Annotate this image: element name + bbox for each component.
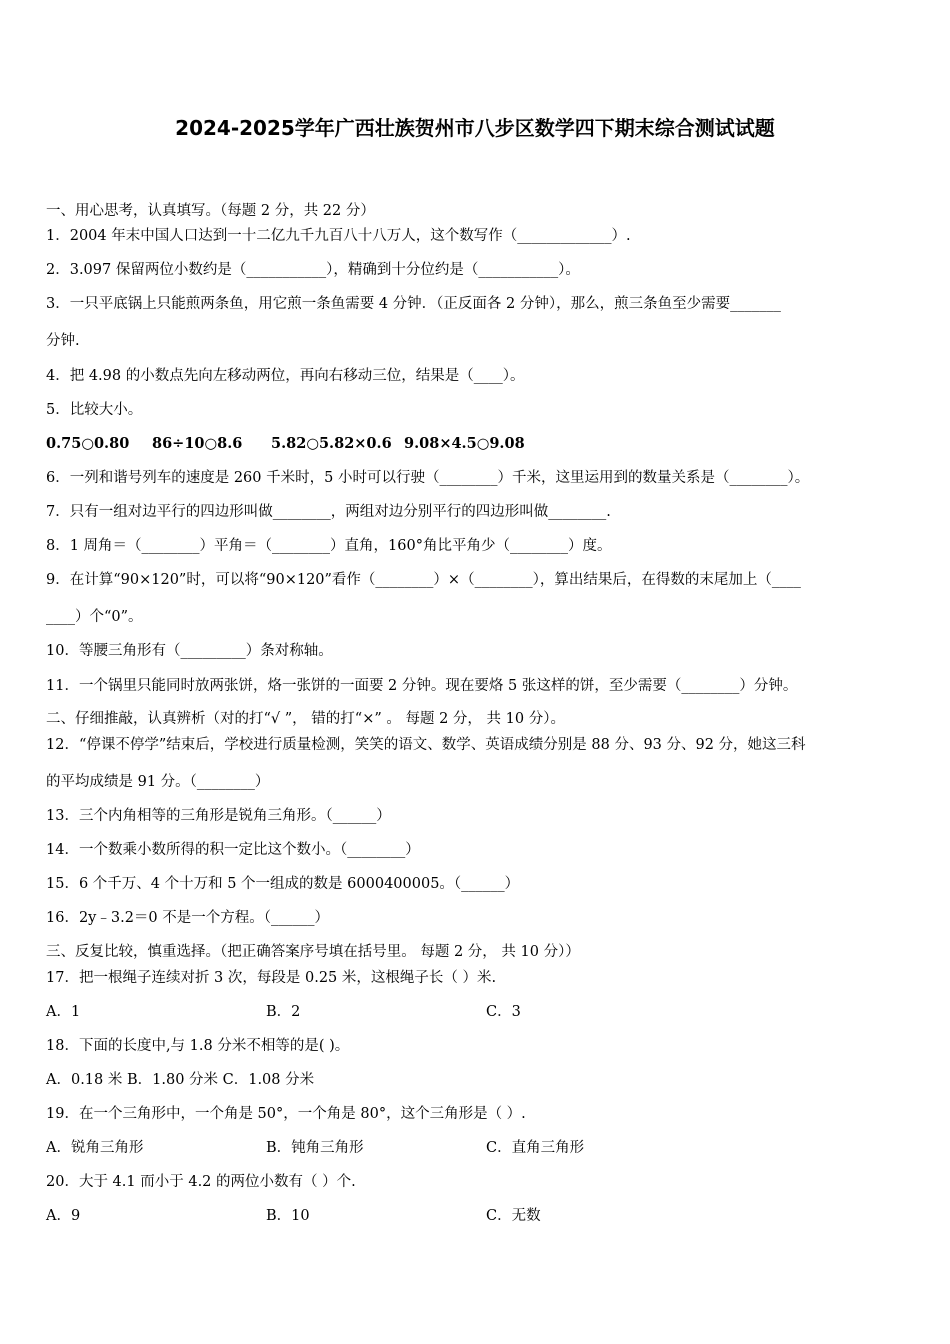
- question-19: 19．在一个三角形中，一个角是 50°，一个角是 80°，这个三角形是（ ）.: [46, 1106, 526, 1122]
- question-2: 2．3.097 保留两位小数约是（___________），精确到十分位约是（___________）。: [46, 262, 580, 278]
- page-title: 2024-2025学年广西壮族贺州市八步区数学四下期末综合测试试题: [175, 116, 775, 140]
- question-16: 16．2y﹣3.2＝0 不是一个方程。（______）: [46, 910, 330, 926]
- question-17: 17．把一根绳子连续对折 3 次，每段是 0.25 米，这根绳子长（ ）米.: [46, 970, 497, 986]
- option-b: B．钝角三角形: [266, 1140, 364, 1156]
- question-11: 11．一个锅里只能同时放两张饼，烙一张饼的一面要 2 分钟。现在要烙 5 张这样的饼，至少需要（________）分钟。: [46, 678, 798, 694]
- question-3-line-2: 分钟.: [46, 333, 80, 349]
- question-17-options: [46, 1002, 916, 1022]
- section-3-heading: 三、反复比较，慎重选择。（把正确答案序号填在括号里。 每题 2 分， 共 10 分））: [46, 944, 580, 960]
- question-5: 5．比较大小。: [46, 402, 143, 418]
- question-9-line-2: ____）个“0”。: [46, 609, 143, 625]
- option-a: A．9: [46, 1208, 81, 1224]
- question-18-options: A．0.18 米 B．1.80 分米 C．1.08 分米: [46, 1072, 315, 1088]
- option-a: A．锐角三角形: [46, 1140, 144, 1156]
- question-15: 15．6 个千万、4 个十万和 5 个一组成的数是 6000400005。（______）: [46, 876, 520, 892]
- option-c: C．直角三角形: [486, 1140, 585, 1156]
- compare-item-3: 5.82○5.82×0.6: [271, 435, 392, 452]
- question-14: 14．一个数乘小数所得的积一定比这个数小。（________）: [46, 842, 420, 858]
- question-20-options: [46, 1206, 916, 1226]
- option-c: C．无数: [486, 1208, 541, 1224]
- question-3-line-1: 3．一只平底锅上只能煎两条鱼，用它煎一条鱼需要 4 分钟．（正反面各 2 分钟），那么，煎三条鱼至少需要_______: [46, 296, 781, 312]
- question-10: 10．等腰三角形有（_________）条对称轴。: [46, 643, 333, 659]
- compare-item-4: 9.08×4.5○9.08: [404, 435, 525, 452]
- question-4: 4．把 4.98 的小数点先向左移动两位，再向右移动三位，结果是（____）。: [46, 368, 525, 384]
- question-7: 7．只有一组对边平行的四边形叫做________，两组对边分别平行的四边形叫做________.: [46, 504, 611, 520]
- question-8: 8．1 周角＝（________）平角＝（________）直角，160°角比平角少（________）度。: [46, 538, 612, 554]
- question-13: 13．三个内角相等的三角形是锐角三角形。（______）: [46, 808, 391, 824]
- question-1: 1．2004 年末中国人口达到一十二亿九千九百八十八万人，这个数写作（_____________）.: [46, 228, 631, 244]
- option-a: A．1: [46, 1004, 81, 1020]
- compare-item-1: 0.75○0.80: [46, 435, 130, 452]
- option-b: B．2: [266, 1004, 301, 1020]
- question-19-options: [46, 1138, 916, 1158]
- section-1-heading: 一、用心思考，认真填写。（每题 2 分，共 22 分）: [46, 203, 375, 219]
- question-9-line-1: 9．在计算“90×120”时，可以将“90×120”看作（________）×（________），算出结果后，在得数的末尾加上（____: [46, 572, 801, 588]
- option-b: B．10: [266, 1208, 310, 1224]
- option-c: C．3: [486, 1004, 521, 1020]
- question-18: 18．下面的长度中,与 1.8 分米不相等的是( )。: [46, 1038, 350, 1054]
- question-12-line-1: 12．“停课不停学”结束后，学校进行质量检测，笑笑的语文、数学、英语成绩分别是 88 分、93 分、92 分，她这三科: [46, 737, 806, 753]
- question-20: 20．大于 4.1 而小于 4.2 的两位小数有（ ）个.: [46, 1174, 356, 1190]
- question-6: 6．一列和谐号列车的速度是 260 千米时，5 小时可以行驶（________）千米，这里运用到的数量关系是（________）。: [46, 470, 810, 486]
- question-12-line-2: 的平均成绩是 91 分。（________）: [46, 774, 270, 790]
- section-2-heading: 二、仔细推敲，认真辨析（对的打“√ ”， 错的打“×” 。 每题 2 分， 共 10 分）。: [46, 711, 565, 727]
- compare-item-2: 86÷10○8.6: [152, 435, 243, 452]
- question-5-items: [46, 434, 916, 454]
